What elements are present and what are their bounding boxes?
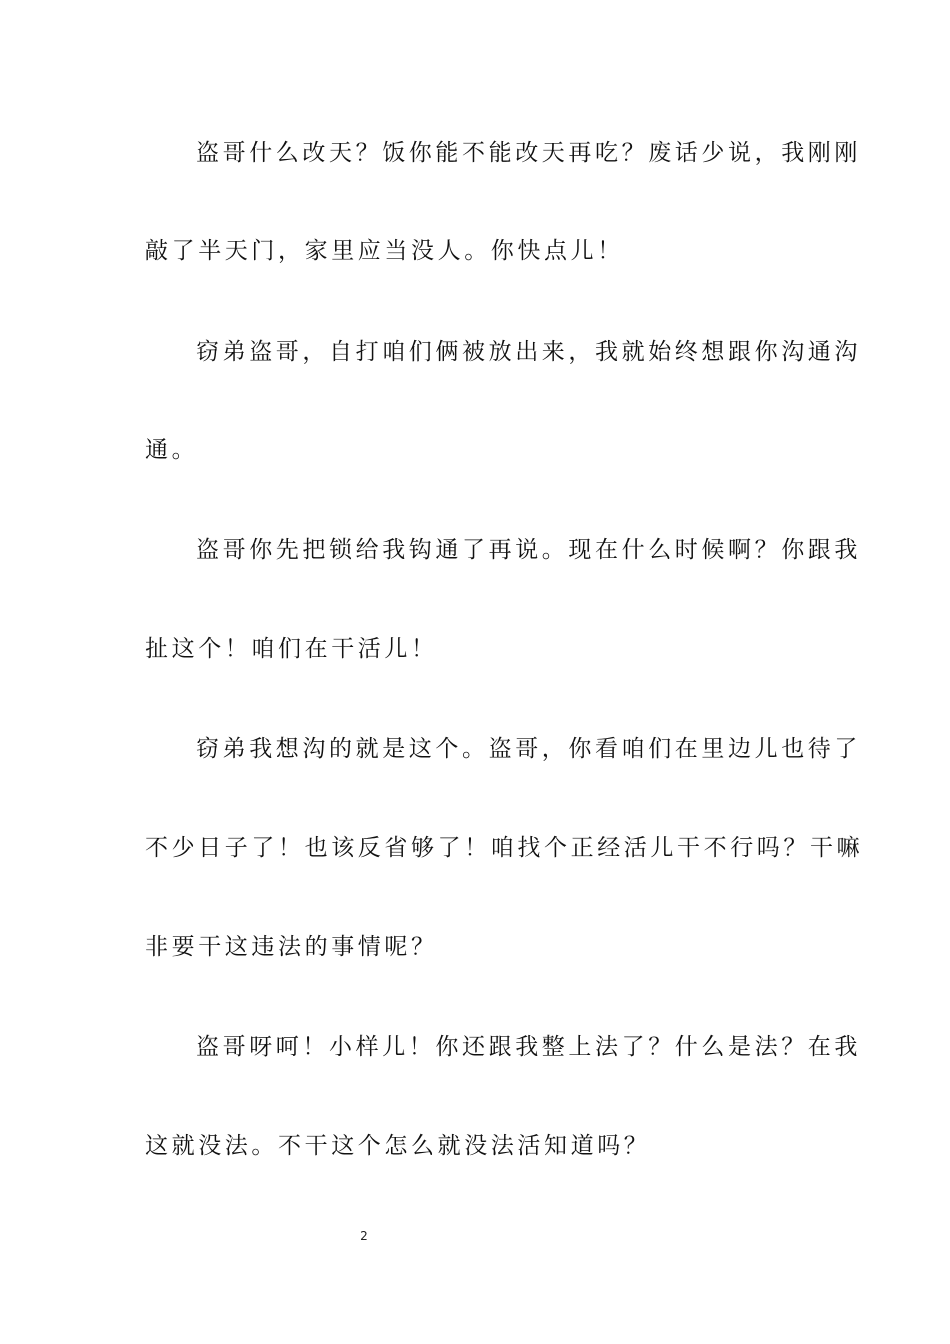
text-line: 这就没法。不干这个怎么就没法活知道吗？ xyxy=(145,1133,651,1159)
text-line: 敲了半天门，家里应当没人。你快点儿！ xyxy=(145,238,624,264)
text-line: 盗哥什么改天？饭你能不能改天再吃？废话少说，我刚刚 xyxy=(196,140,861,166)
text-line: 盗哥呀呵！小样儿！你还跟我整上法了？什么是法？在我 xyxy=(196,1034,861,1060)
text-line: 不少日子了！也该反省够了！咱找个正经活儿干不行吗？干嘛 xyxy=(145,835,864,861)
text-line: 窃弟盗哥，自打咱们俩被放出来，我就始终想跟你沟通沟 xyxy=(196,339,861,365)
text-line: 盗哥你先把锁给我钩通了再说。现在什么时候啊？你跟我 xyxy=(196,537,861,563)
page-number: 2 xyxy=(360,1229,368,1243)
text-line: 窃弟我想沟的就是这个。盗哥，你看咱们在里边儿也待了 xyxy=(196,736,861,762)
text-line: 非要干这违法的事情呢？ xyxy=(145,934,438,960)
text-line: 通。 xyxy=(145,437,199,463)
text-line: 扯这个！咱们在干活儿！ xyxy=(145,636,438,662)
